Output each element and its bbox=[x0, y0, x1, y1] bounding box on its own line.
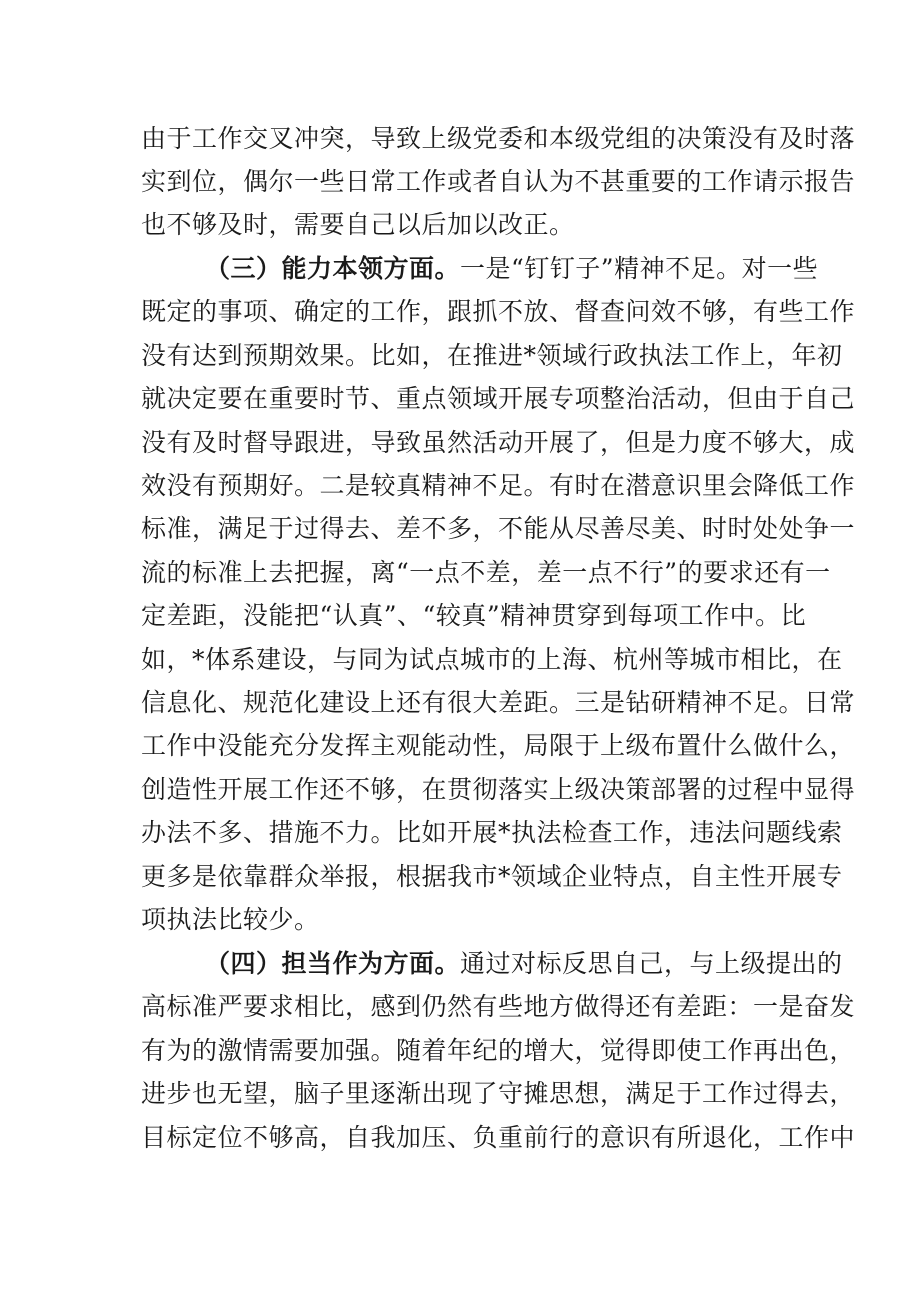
text-line: 就决定要在重要时节、重点领域开展专项整治活动，但由于自己 bbox=[141, 384, 856, 413]
text-line: 没有达到预期效果。比如，在推进*领域行政执法工作上，年初 bbox=[141, 341, 843, 370]
text-line: 办法不多、措施不力。比如开展*执法检查工作，违法问题线索 bbox=[141, 818, 843, 847]
text-line: 实到位，偶尔一些日常工作或者自认为不甚重要的工作请示报告 bbox=[141, 167, 856, 196]
text-line: 流的标准上去把握，离“一点不差，差一点不行”的要求还有一 bbox=[141, 558, 831, 587]
text-run: 一是“钉钉子”精神不足。对一些 bbox=[460, 254, 819, 283]
text-line: 也不够及时，需要自己以后加以改正。 bbox=[141, 210, 575, 239]
text-line: 标准，满足于过得去、差不多，不能从尽善尽美、时时处处争一 bbox=[141, 514, 856, 543]
paragraph-3-first-line bbox=[205, 247, 819, 291]
text-line: 如，*体系建设，与同为试点城市的上海、杭州等城市相比，在 bbox=[141, 645, 843, 674]
text-line: 信息化、规范化建设上还有很大差距。三是钻研精神不足。日常 bbox=[141, 688, 856, 717]
text-line: 效没有预期好。二是较真精神不足。有时在潜意识里会降低工作 bbox=[141, 471, 856, 500]
paragraph-4-first-line bbox=[205, 942, 843, 986]
text-line: 目标定位不够高，自我加压、负重前行的意识有所退化，工作中 bbox=[141, 1123, 856, 1152]
text-line: 既定的事项、确定的工作，跟抓不放、督查问效不够，有些工作 bbox=[141, 297, 856, 326]
text-line: 更多是依靠群众举报，根据我市*领域企业特点，自主性开展专 bbox=[141, 862, 843, 891]
section-heading-4: （四）担当作为方面。 bbox=[205, 949, 461, 978]
text-run: 通过对标反思自己，与上级提出的 bbox=[460, 949, 843, 978]
text-line: 工作中没能充分发挥主观能动性，局限于上级布置什么做什么， bbox=[141, 731, 856, 760]
text-line: 有为的激情需要加强。随着年纪的增大，觉得即使工作再出色， bbox=[141, 1036, 856, 1065]
section-heading-3: （三）能力本领方面。 bbox=[205, 254, 461, 283]
text-line: 由于工作交叉冲突，导致上级党委和本级党组的决策没有及时落 bbox=[141, 124, 856, 153]
text-line: 没有及时督导跟进，导致虽然活动开展了，但是力度不够大，成 bbox=[141, 428, 856, 457]
text-line: 创造性开展工作还不够，在贯彻落实上级决策部署的过程中显得 bbox=[141, 775, 856, 804]
text-line: 项执法比较少。 bbox=[141, 905, 320, 934]
text-line: 定差距，没能把“认真”、“较真”精神贯穿到每项工作中。比 bbox=[141, 601, 807, 630]
text-line: 进步也无望，脑子里逐渐出现了守摊思想，满足于工作过得去， bbox=[141, 1079, 856, 1108]
text-line: 高标准严要求相比，感到仍然有些地方做得还有差距：一是奋发 bbox=[141, 992, 856, 1021]
